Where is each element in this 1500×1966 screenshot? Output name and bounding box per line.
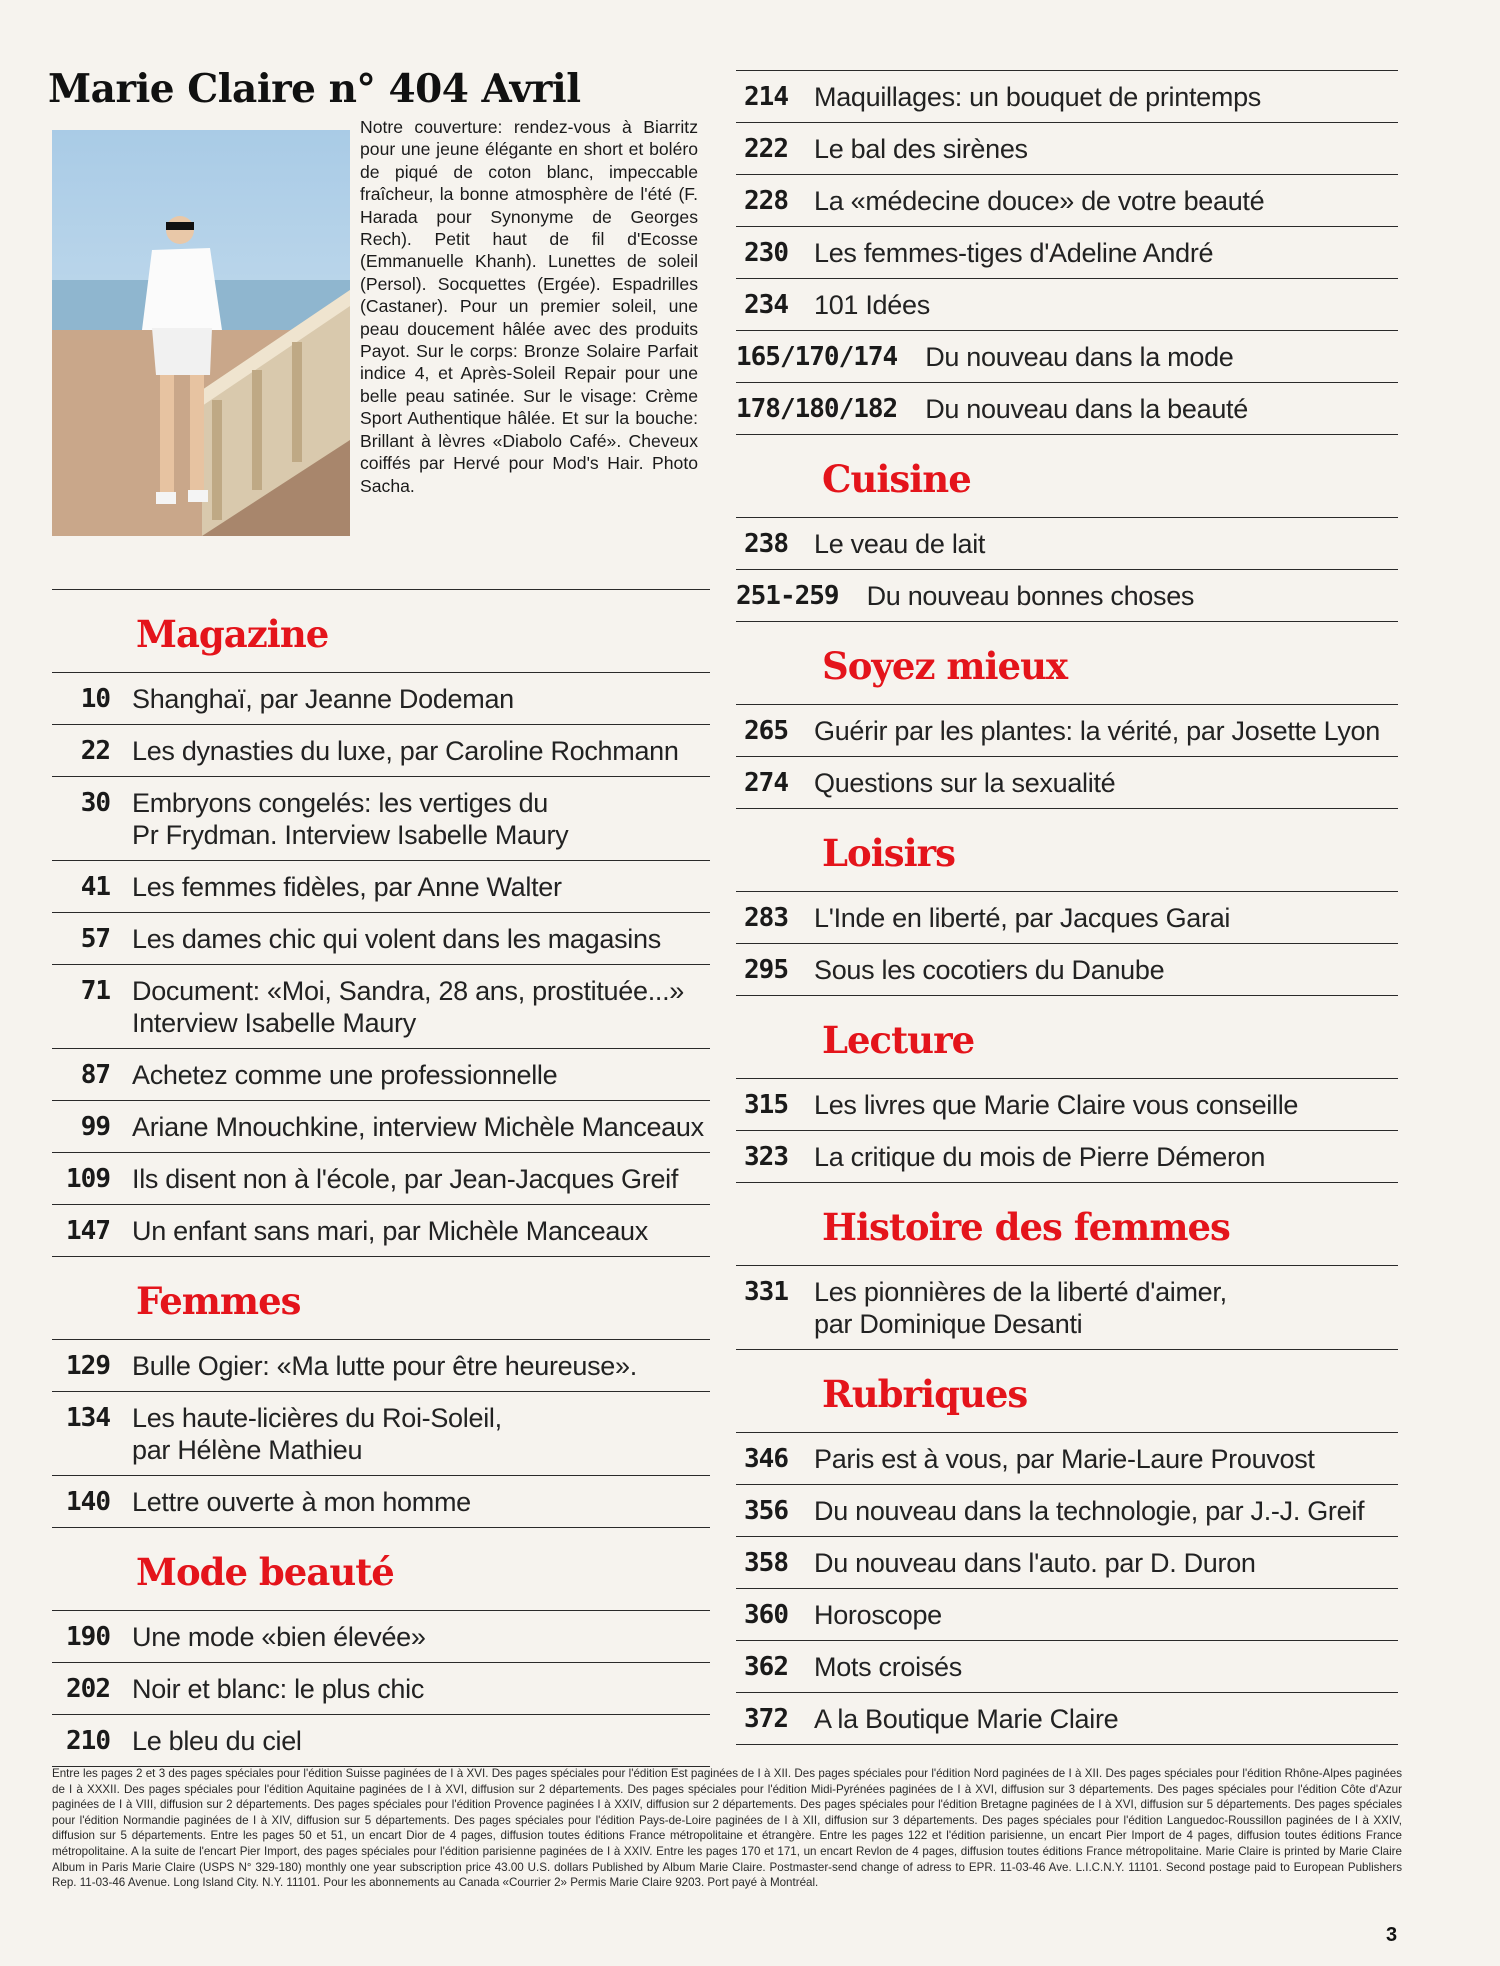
toc-entry: [52, 1663, 710, 1715]
page-number: 251-259: [736, 581, 839, 611]
article-title: Document: «Moi, Sandra, 28 ans, prostituée...» Interview Isabelle Maury: [132, 976, 685, 1038]
article-title: Les pionnières de la liberté d'aimer, par Dominique Desanti: [814, 1277, 1227, 1339]
page-number: 358: [744, 1548, 788, 1578]
article-title: Embryons congelés: les vertiges du Pr Frydman. Interview Isabelle Maury: [132, 788, 569, 850]
section-heading-rubriques: Rubriques: [736, 1350, 1398, 1433]
article-title: Bulle Ogier: «Ma lutte pour être heureuse».: [132, 1351, 637, 1381]
page-number: 315: [744, 1090, 788, 1120]
article-title: Les livres que Marie Claire vous conseille: [814, 1090, 1299, 1120]
toc-entry: [736, 944, 1398, 996]
page-number: 360: [744, 1600, 788, 1630]
page-number: 210: [66, 1726, 110, 1756]
toc-entry: [52, 1049, 710, 1101]
article-title: Du nouveau dans l'auto. par D. Duron: [814, 1548, 1256, 1578]
article-title: Maquillages: un bouquet de printemps: [814, 82, 1262, 112]
page-number: 30: [80, 788, 110, 818]
toc-entry: [736, 1266, 1398, 1350]
page-number: 87: [80, 1060, 110, 1090]
toc-entry: [52, 1476, 710, 1528]
toc-entry: [52, 1611, 710, 1663]
page-number: 222: [744, 134, 788, 164]
page-number: 41: [80, 872, 110, 902]
page-number: 265: [744, 716, 788, 746]
article-title: Les haute-licières du Roi-Soleil, par Hélène Mathieu: [132, 1403, 502, 1465]
toc-entry: [736, 570, 1398, 622]
toc-entry: [736, 279, 1398, 331]
cover-photo: [52, 130, 350, 536]
contents-left-column: [52, 589, 710, 1767]
toc-entry: [736, 1641, 1398, 1693]
section-heading-mode-beaute: Mode beauté: [52, 1528, 710, 1611]
article-title: Les dynasties du luxe, par Caroline Rochmann: [132, 736, 679, 766]
page-number: 10: [80, 684, 110, 714]
toc-entry: [52, 1205, 710, 1257]
article-title: Ils disent non à l'école, par Jean-Jacques Greif: [132, 1164, 679, 1194]
article-title: Questions sur la sexualité: [814, 768, 1116, 798]
toc-entry: [736, 1079, 1398, 1131]
page-number: 202: [66, 1674, 110, 1704]
article-title: Noir et blanc: le plus chic: [132, 1674, 425, 1704]
page-number: 274: [744, 768, 788, 798]
toc-entry: [736, 1537, 1398, 1589]
page-number: 178/180/182: [736, 394, 898, 424]
toc-entry: [736, 383, 1398, 435]
section-heading-soyez-mieux: Soyez mieux: [736, 622, 1398, 705]
toc-entry: [736, 705, 1398, 757]
page-number: 129: [66, 1351, 110, 1381]
toc-entry: [736, 892, 1398, 944]
toc-entry: [52, 1153, 710, 1205]
page-number: 165/170/174: [736, 342, 898, 372]
article-title: Sous les cocotiers du Danube: [814, 955, 1165, 985]
cover-photo-illustration: [52, 130, 350, 536]
article-title: La critique du mois de Pierre Démeron: [814, 1142, 1266, 1172]
toc-entry: [736, 1589, 1398, 1641]
masthead-title: Marie Claire n° 404 Avril: [48, 66, 581, 112]
page-number: 190: [66, 1622, 110, 1652]
page-number: 99: [80, 1112, 110, 1142]
toc-entry: [52, 1101, 710, 1153]
article-title: Les femmes-tiges d'Adeline André: [814, 238, 1214, 268]
article-title: Achetez comme une professionnelle: [132, 1060, 558, 1090]
page-number: 228: [744, 186, 788, 216]
toc-entry: [736, 331, 1398, 383]
page-number: 356: [744, 1496, 788, 1526]
article-title: L'Inde en liberté, par Jacques Garai: [814, 903, 1231, 933]
article-title: Le veau de lait: [814, 529, 986, 559]
edition-fineprint: Entre les pages 2 et 3 des pages spéciales pour l'édition Suisse paginées de I à XVI. Des pages spéciales pour l'édition Est paginées de I à XII. Des pages spéciales pour l'édition Nord paginées de I à XII. Des pages spéciales pour l'édition Rhône-Alpes paginées de I à XXXII. Des pages spéciales pour l'édition Aquitaine paginées de I à XVI, diffusion sur 2 départements. Des pages spéciales pour l'édition Midi-Pyrénées paginées de I à XVI, diffusion sur 3 départements. Des pages spéciales pour l'édition Côte d'Azur paginées de I à VIII, diffusion sur 2 départements. Des pages spéciales pour l'édition Provence paginées I à XXIV, diffusion sur 2 départements. Des pages spéciales pour l'édition Bretagne paginées de I à XVI, diffusion sur 5 départements. Des pages spéciales pour l'édition Normandie paginées de I à XIV, diffusion sur 5 départements. Des pages spéciales pour l'édition Pays-de-Loire paginées de I à XII, diffusion sur 3 départements. Des pages spéciales pour l'édition Languedoc-Roussillon paginées de I à XXIV, diffusion sur 5 départements. Entre les pages 50 et 51, un encart Dior de 4 pages, diffusion toutes éditions France métropolitaine et étrangère. Entre les pages 122 et l'édition parisienne, un encart Pier Import de 4 pages, diffusion toutes éditions France métropolitaine. A la suite de l'encart Pier Import, des pages spéciales pour l'édition parisienne paginées de I à XXIV. Entre les pages 170 et 171, un encart Revlon de 4 pages, diffusion toutes éditions France métropolitaine. Marie Claire is printed by Marie Claire Album in Paris Marie Claire (USPS N° 329-180) monthly one year subscription price 43.00 U.S. dollars Published by Album Marie Claire. Postmaster-send change of adress to EPR. 11-03-46 Ave. L.I.C.N.Y. 11101. Second postage paid to European Publishers Rep. 11-03-46 Avenue. Long Island City. N.Y. 11101. Pour les abonnements au Canada «Courrier 2» Permis Marie Claire 9203. Port payé à Montréal.: [52, 1767, 1402, 1890]
article-title: Les femmes fidèles, par Anne Walter: [132, 872, 562, 902]
toc-entry: [52, 777, 710, 861]
section-heading-femmes: Femmes: [52, 1257, 710, 1340]
section-heading-cuisine: Cuisine: [736, 435, 1398, 518]
toc-entry: [736, 518, 1398, 570]
page-number: 22: [80, 736, 110, 766]
page-number: 71: [80, 976, 110, 1006]
article-title: Lettre ouverte à mon homme: [132, 1487, 471, 1517]
article-title: Du nouveau dans la beauté: [925, 394, 1248, 424]
article-title: Les dames chic qui volent dans les magasins: [132, 924, 661, 954]
toc-entry: [736, 1131, 1398, 1183]
toc-entry: [52, 1392, 710, 1476]
article-title: Du nouveau dans la technologie, par J.-J. Greif: [814, 1496, 1365, 1526]
article-title: Ariane Mnouchkine, interview Michèle Manceaux: [132, 1112, 704, 1142]
article-title: La «médecine douce» de votre beauté: [814, 186, 1265, 216]
toc-entry: [52, 1340, 710, 1392]
toc-entry: [736, 1433, 1398, 1485]
article-title: Le bleu du ciel: [132, 1726, 302, 1756]
toc-entry: [736, 1485, 1398, 1537]
article-title: Le bal des sirènes: [814, 134, 1028, 164]
page-number: 234: [744, 290, 788, 320]
cover-caption: Notre couverture: rendez-vous à Biarritz pour une jeune élégante en short et boléro de piqué de coton blanc, impeccable fraîcheur, la bonne atmosphère de l'été (F. Harada pour Synonyme de Georges Rech). Petit haut de fil d'Ecosse (Emmanuelle Khanh). Lunettes de soleil (Persol). Socquettes (Ergée). Espadrilles (Castaner). Pour un premier soleil, une peau doucement hâlée avec des produits Payot. Sur le corps: Bronze Solaire Parfait indice 4, et Après-Soleil Repair pour une belle peau satinée. Sur le visage: Crème Sport Authentique hâlée. Et sur la bouche: Brillant à lèvres «Diabolo Café». Cheveux coiffés par Hervé pour Mod's Hair. Photo Sacha.: [360, 117, 698, 496]
article-title: A la Boutique Marie Claire: [814, 1704, 1119, 1734]
article-title: Une mode «bien élevée»: [132, 1622, 426, 1652]
article-title: Mots croisés: [814, 1652, 962, 1682]
page-number: 362: [744, 1652, 788, 1682]
toc-entry: [736, 227, 1398, 279]
page-number: 230: [744, 238, 788, 268]
article-title: Un enfant sans mari, par Michèle Manceaux: [132, 1216, 648, 1246]
page-number: 140: [66, 1487, 110, 1517]
toc-entry: [52, 725, 710, 777]
section-heading-magazine: Magazine: [52, 590, 710, 673]
article-title: Du nouveau bonnes choses: [866, 581, 1195, 611]
toc-entry: [52, 913, 710, 965]
article-title: Guérir par les plantes: la vérité, par Josette Lyon: [814, 716, 1380, 746]
article-title: Horoscope: [814, 1600, 942, 1630]
toc-entry: [736, 71, 1398, 123]
toc-entry: [52, 861, 710, 913]
toc-entry: [736, 175, 1398, 227]
article-title: 101 Idées: [814, 290, 930, 320]
toc-entry: [52, 965, 710, 1049]
page-number: 346: [744, 1444, 788, 1474]
page-number: 331: [744, 1277, 788, 1307]
section-heading-loisirs: Loisirs: [736, 809, 1398, 892]
article-title: Paris est à vous, par Marie-Laure Prouvost: [814, 1444, 1315, 1474]
page-number: 323: [744, 1142, 788, 1172]
section-heading-lecture: Lecture: [736, 996, 1398, 1079]
toc-entry: [736, 757, 1398, 809]
toc-entry: [52, 1715, 710, 1767]
page-number: 238: [744, 529, 788, 559]
section-heading-histoire-des-femmes: Histoire des femmes: [736, 1183, 1398, 1266]
page-number: 109: [66, 1164, 110, 1194]
page-number: 134: [66, 1403, 110, 1433]
toc-entry: [736, 123, 1398, 175]
page-number: 295: [744, 955, 788, 985]
article-title: Du nouveau dans la mode: [925, 342, 1234, 372]
page-number: 372: [744, 1704, 788, 1734]
contents-right-column: [736, 70, 1398, 1745]
page-number: 57: [80, 924, 110, 954]
page-number: 147: [66, 1216, 110, 1246]
page-number-footer: 3: [1386, 1924, 1398, 1946]
article-title: Shanghaï, par Jeanne Dodeman: [132, 684, 514, 714]
toc-entry: [52, 673, 710, 725]
page-number: 283: [744, 903, 788, 933]
toc-entry: [736, 1693, 1398, 1745]
page-number: 214: [744, 82, 788, 112]
